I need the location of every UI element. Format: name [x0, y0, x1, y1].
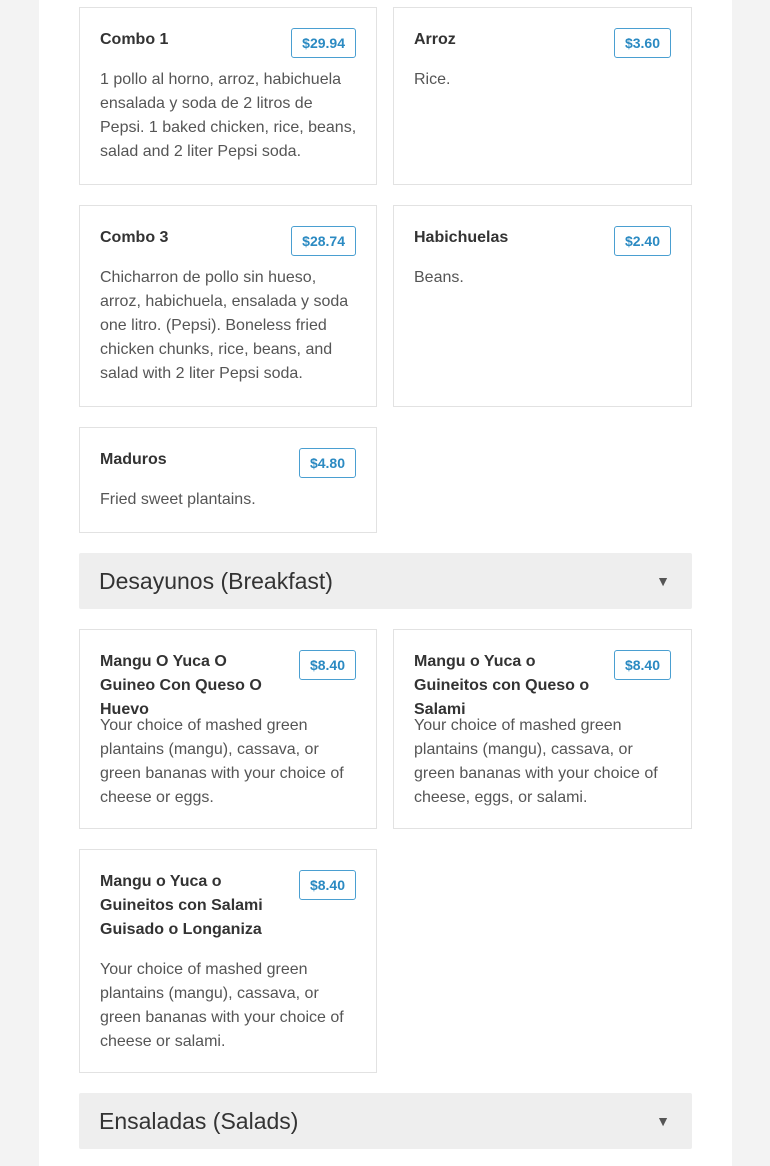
menu-item-card[interactable] — [79, 427, 377, 533]
menu-item-price[interactable]: $2.40 — [614, 226, 671, 256]
section-title: Ensaladas (Salads) — [99, 1108, 299, 1134]
menu-item-card[interactable] — [79, 629, 377, 829]
menu-item-price[interactable]: $4.80 — [299, 448, 356, 478]
chevron-down-icon[interactable]: ▼ — [656, 573, 670, 589]
menu-item-card[interactable] — [393, 205, 692, 407]
menu-item-card[interactable] — [393, 629, 692, 829]
menu-item-price[interactable]: $3.60 — [614, 28, 671, 58]
menu-item-description: Your choice of mashed green plantains (mangu), cassava, or green bananas with your choice of cheese or salami. — [100, 961, 344, 1050]
chevron-down-icon[interactable]: ▼ — [656, 1113, 670, 1129]
menu-item-name: Mangu O Yuca O Guineo Con Queso O Huevo — [100, 653, 262, 718]
menu-item-price[interactable]: $8.40 — [614, 650, 671, 680]
menu-item-name: Habichuelas — [414, 229, 509, 246]
menu-item-card[interactable] — [79, 7, 377, 185]
menu-item-card[interactable] — [393, 7, 692, 185]
menu-item-description: 1 pollo al horno, arroz, habichuela ensalada y soda de 2 litros de Pepsi. 1 baked chicken, rice, beans, salad and 2 liter Pepsi soda. — [100, 71, 357, 160]
menu-item-name: Combo 3 — [100, 229, 169, 246]
menu-item-description: Your choice of mashed green plantains (mangu), cassava, or green bananas with your choice of cheese, eggs, or salami. — [414, 717, 658, 806]
menu-item-name: Mangu o Yuca o Guineitos con Queso o Salami — [414, 653, 590, 718]
menu-item-description: Rice. — [414, 71, 451, 88]
menu-item-description: Beans. — [414, 269, 464, 286]
menu-item-price[interactable]: $29.94 — [291, 28, 356, 58]
menu-item-description: Fried sweet plantains. — [100, 491, 256, 508]
menu-item-name: Combo 1 — [100, 31, 169, 48]
menu-item-price[interactable]: $28.74 — [291, 226, 356, 256]
menu-item-price[interactable]: $8.40 — [299, 870, 356, 900]
menu-item-description: Your choice of mashed green plantains (mangu), cassava, or green bananas with your choice of cheese or eggs. — [100, 717, 344, 806]
menu-item-name: Mangu o Yuca o Guineitos con Salami Guisado o Longaniza — [100, 873, 263, 938]
menu-item-description: Chicharron de pollo sin hueso, arroz, habichuela, ensalada y soda one litro. (Pepsi). Boneless fried chicken chunks, rice, beans, and salad with 2 liter Pepsi soda. — [100, 269, 349, 382]
section-title: Desayunos (Breakfast) — [99, 568, 333, 594]
menu-item-card[interactable] — [79, 205, 377, 407]
menu-item-price[interactable]: $8.40 — [299, 650, 356, 680]
section-header-breakfast[interactable] — [79, 553, 692, 609]
menu-item-name: Maduros — [100, 451, 167, 468]
menu-item-card[interactable] — [79, 849, 377, 1073]
menu-item-name: Arroz — [414, 31, 456, 48]
section-header-salads[interactable] — [79, 1093, 692, 1149]
